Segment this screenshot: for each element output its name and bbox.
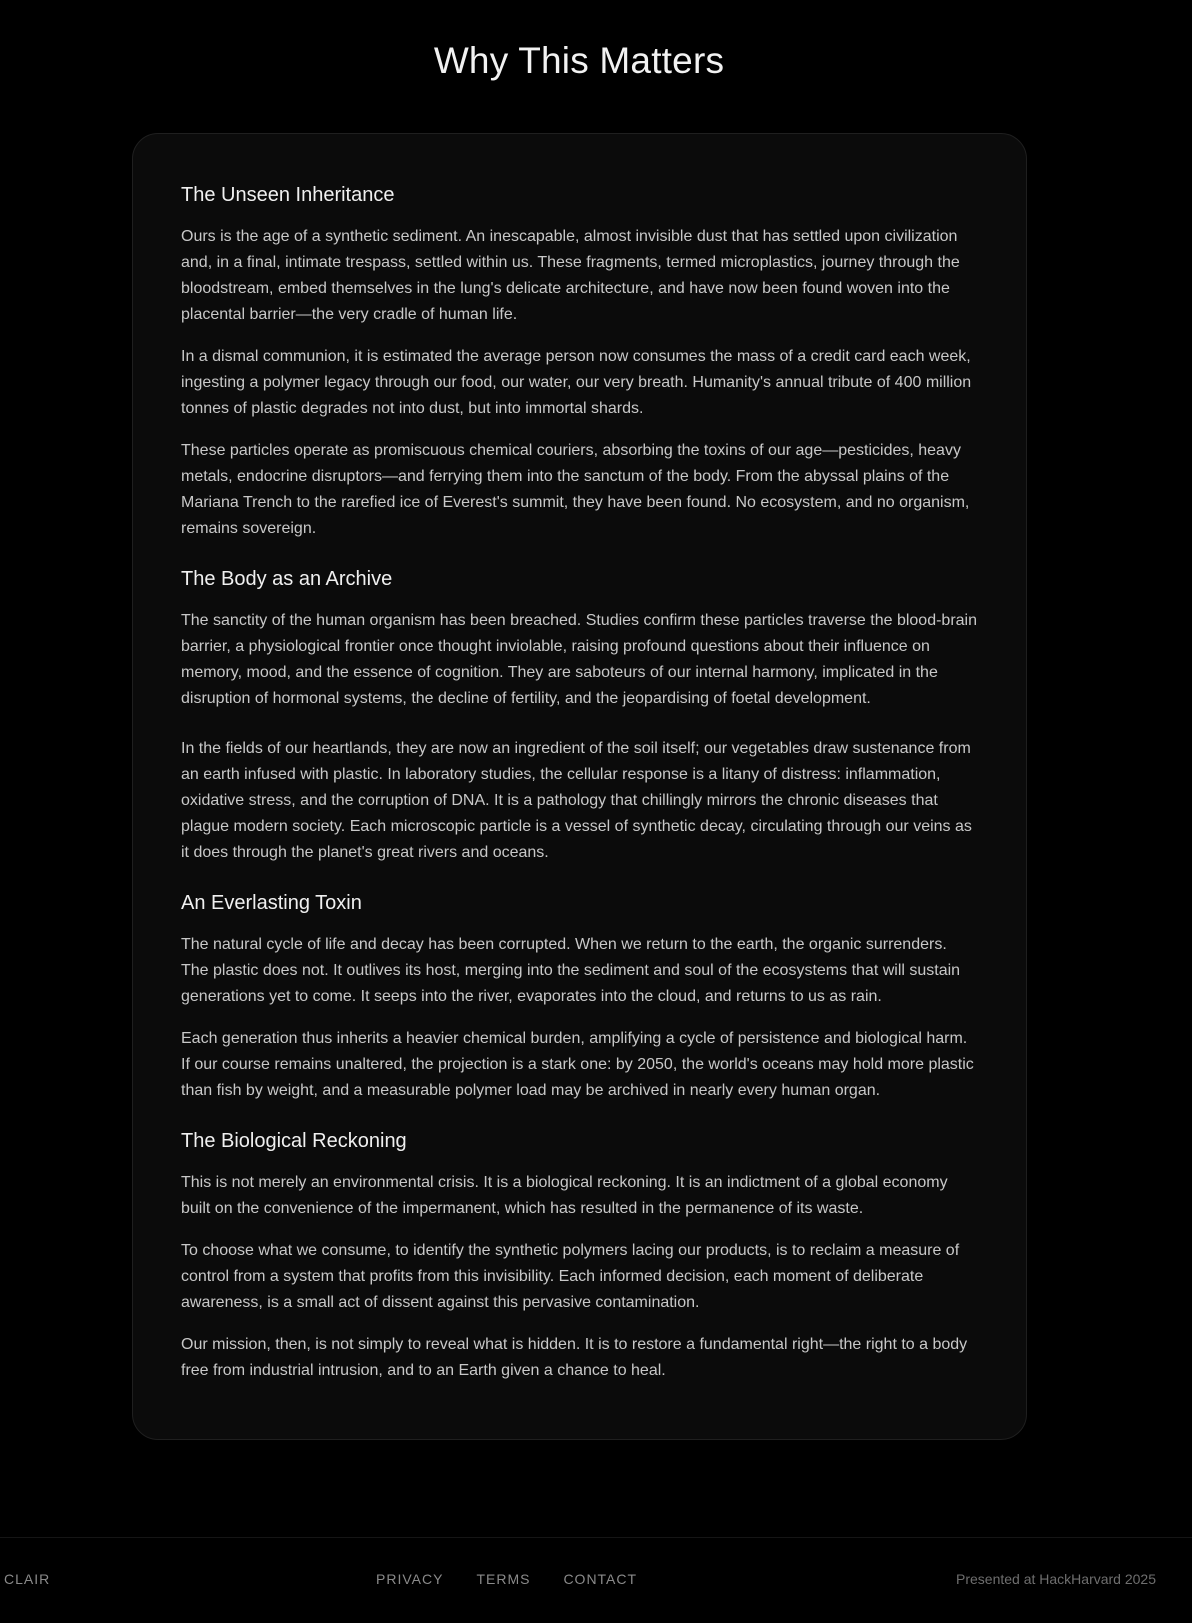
- section-heading: An Everlasting Toxin: [181, 892, 362, 914]
- section-paragraph: The natural cycle of life and decay has been corrupted. When we return to the earth, the organic surrenders. The plastic does not. It outlives its host, merging into the sediment and soul of the ecosystems that will sustain generations yet to come. It seeps into the river, evaporates into the cloud, and returns to us as rain.: [181, 936, 961, 1005]
- footer-link-terms[interactable]: TERMS: [476, 1571, 531, 1587]
- section-paragraph: Our mission, then, is not simply to reveal what is hidden. It is to restore a fundamental right—the right to a body free from industrial intrusion, and to an Earth given a chance to heal.: [181, 1336, 968, 1379]
- section-paragraph: In a dismal communion, it is estimated the average person now consumes the mass of a credit card each week, ingesting a polymer legacy through our food, our water, our very breath. Humanity's annual tribute of 400 million tonnes of plastic degrades not into dust, but into immortal shards.: [181, 348, 972, 417]
- section-paragraph: In the fields of our heartlands, they are now an ingredient of the soil itself; our vegetables draw sustenance from an earth infused with plastic. In laboratory studies, the cellular response is a litany of distress: inflammation, oxidative stress, and the corruption of DNA. It is a pathology that chillingly mirrors the chronic diseases that plague modern society. Each microscopic particle is a vessel of synthetic decay, circulating through our veins as it does through the planet's great rivers and oceans.: [181, 740, 972, 861]
- page-title: Why This Matters: [433, 40, 725, 81]
- section-paragraph: The sanctity of the human organism has been breached. Studies confirm these particles traverse the blood-brain barrier, a physiological frontier once thought inviolable, raising profound questions about their influence on memory, mood, and the essence of cognition. They are saboteurs of our internal harmony, implicated in the disruption of hormonal systems, the decline of fertility, and the jeopardising of foetal development.: [181, 612, 977, 707]
- section-heading: The Body as an Archive: [181, 568, 393, 590]
- footer-credit: Presented at HackHarvard 2025: [956, 1571, 1156, 1587]
- footer-link-privacy[interactable]: PRIVACY: [376, 1571, 444, 1587]
- section-heading: The Unseen Inheritance: [181, 184, 395, 206]
- footer-link-contact[interactable]: CONTACT: [563, 1571, 638, 1587]
- section-paragraph: Each generation thus inherits a heavier chemical burden, amplifying a cycle of persistence and biological harm. If our course remains unaltered, the projection is a stark one: by 2050, the world's oceans may hold more plastic than fish by weight, and a measurable polymer load may be archived in nearly every human organ.: [181, 1030, 974, 1099]
- site-footer: [0, 1537, 1192, 1623]
- section-heading: The Biological Reckoning: [181, 1130, 407, 1152]
- section-biological-reckoning: [181, 1128, 978, 1384]
- section-paragraph: To choose what we consume, to identify the synthetic polymers lacing our products, is to reclaim a measure of control from a system that profits from this invisibility. Each informed decision, each moment of deliberate awareness, is a small act of dissent against this pervasive contamination.: [181, 1242, 960, 1311]
- section-paragraph: Ours is the age of a synthetic sediment. An inescapable, almost invisible dust that has settled upon civilization and, in a final, intimate trespass, settled within us. These fragments, termed microplastics, journey through the bloodstream, embed themselves in the lung's delicate architecture, and have now been found woven into the placental barrier—the very cradle of human life.: [181, 228, 960, 323]
- section-everlasting-toxin: [181, 890, 978, 1104]
- section-unseen-inheritance: [181, 182, 978, 542]
- content-card: [132, 133, 1027, 1440]
- section-body-as-archive: [181, 566, 978, 866]
- footer-nav: [376, 1571, 637, 1587]
- section-paragraph: These particles operate as promiscuous chemical couriers, absorbing the toxins of our age—pesticides, heavy metals, endocrine disruptors—and ferrying them into the sanctum of the body. From the abyssal plains of the Mariana Trench to the rarefied ice of Everest's summit, they have been found. No ecosystem, and no organism, remains sovereign.: [181, 442, 970, 537]
- footer-brand-link[interactable]: CLAIR: [4, 1571, 51, 1587]
- section-paragraph: This is not merely an environmental crisis. It is a biological reckoning. It is an indictment of a global economy built on the convenience of the impermanent, which has resulted in the permanence of its waste.: [181, 1174, 948, 1217]
